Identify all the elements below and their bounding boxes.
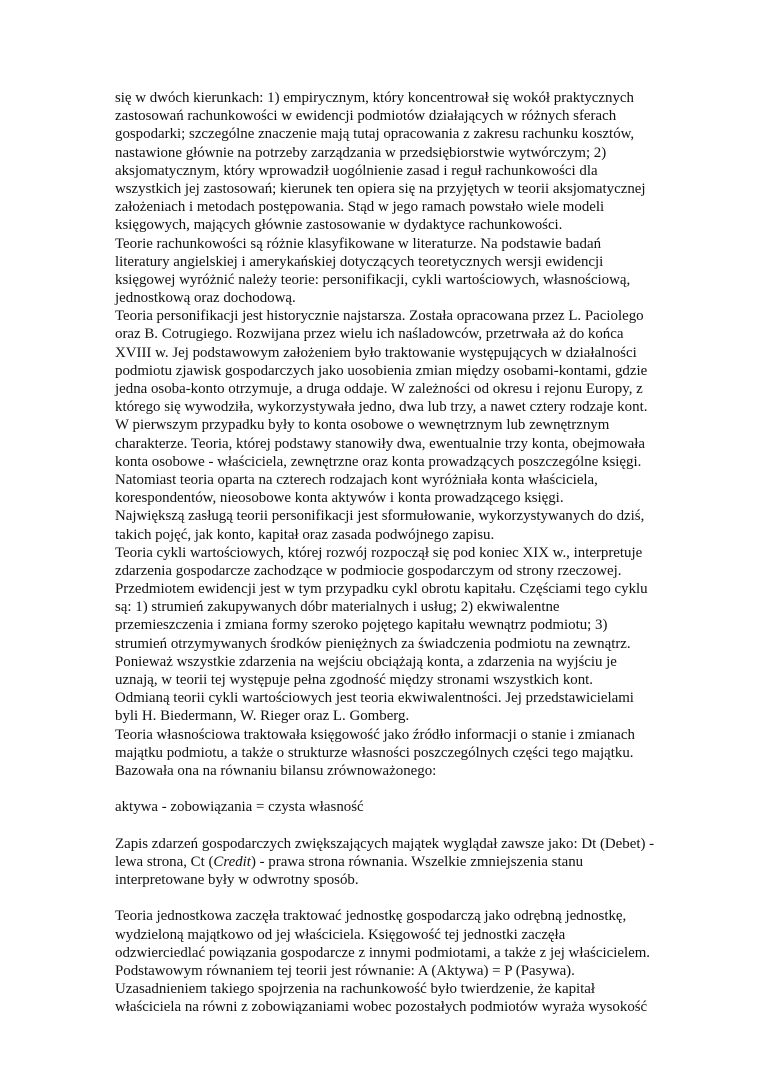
text-line: strumień otrzymywanych środków pieniężnych za świadczenia podmiotu na zewnątrz. [115,635,631,652]
text-line: W pierwszym przypadku były to konta osobowe o wewnętrznym lub zewnętrznym [115,417,610,434]
record-line-2 [115,853,675,871]
text-line: byli H. Biedermann, W. Rieger oraz L. Gomberg. [115,708,410,725]
text-line: XVIII w. Jej podstawowym założeniem było traktowanie występujących w działalności [115,344,637,361]
text-line: wszystkich jej zastosowań; kierunek ten opiera się na przyjętych w teorii aksjomatycznej [115,180,646,197]
equation-line: aktywa - zobowiązania = czysta własność [115,799,364,816]
text-line: przemieszczenia i zmiana formy szeroko pojętego kapitału wewnątrz podmiotu; 3) [115,617,608,634]
text-line: Bazowała ona na równaniu bilansu zrównoważonego: [115,762,437,779]
record-line-3: interpretowane były w odwrotny sposób. [115,872,359,889]
spacer [115,889,675,907]
text-line: którego się wywodziła, wykorzystywała jedno, dwa lub trzy, a nawet cztery rodzaje kont. [115,399,648,416]
text-line: Teoria personifikacji jest historycznie najstarsza. Została opracowana przez L. Paciolego [115,308,644,325]
text-line: majątku podmiotu, a także o strukturze własności poszczególnych części tego majątku. [115,744,634,761]
text-line: Teoria cykli wartościowych, której rozwój rozpoczął się pod koniec XIX w., interpretuje [115,544,643,561]
text-line: księgowej wyróżnić należy teorie: personifikacji, cykli wartościowych, własnościową, [115,271,631,288]
text-line: gospodarki; szczególne znaczenie mają tutaj opracowania z zakresu rachunku kosztów, [115,126,635,143]
text-line: się w dwóch kierunkach: 1) empirycznym, który koncentrował się wokół praktycznych [115,90,634,106]
text-line: podmiotu zjawisk gospodarczych jako uosobienia zmian między osobami-kontami, gdzie [115,362,648,379]
text-line: Teoria jednostkowa zaczęła traktować jednostkę gospodarczą jako odrębną jednostkę, [115,908,627,925]
text-line: zastosowań rachunkowości w ewidencji podmiotów działających w różnych sferach [115,108,617,125]
text-line: księgowych, mających głównie zastosowanie w dydaktyce rachunkowości. [115,217,563,234]
text-line: Teoria własnościowa traktowała księgowość jako źródło informacji o stanie i zmianach [115,726,635,743]
text-line: literatury angielskiej i amerykańskiej dotyczących teoretycznych wersji ewidencji [115,253,604,270]
text-line: Natomiast teoria oparta na czterech rodzajach kont wyróżniała konta właściciela, [115,471,598,488]
text-line: charakterze. Teoria, której podstawy stanowiły dwa, ewentualnie trzy konta, obejmowała [115,435,646,452]
text-line: nastawione głównie na potrzeby zarządzania w przedsiębiorstwie wytwórczym; 2) [115,144,607,161]
record-line-2-post: ) - prawa strona równania. Wszelkie zmniejszenia stanu [250,853,584,870]
text-line: Teorie rachunkowości są różnie klasyfikowane w literaturze. Na podstawie badań [115,235,602,252]
text-line: jednostkową oraz dochodową. [115,290,296,307]
text-line: Odmianą teorii cykli wartościowych jest teoria ekwiwalentności. Jej przedstawicielami [115,690,634,707]
text-line: konta osobowe - właściciela, zewnętrzne oraz konta prowadzących poszczególne księgi. [115,453,642,470]
text-line: zdarzenia gospodarcze zachodzące w podmiocie gospodarczym od strony rzeczowej. [115,562,622,579]
main-text-block [115,89,675,780]
text-line: wydzieloną majątkowo od jej właściciela. Księgowość tej jednostki zaczęła [115,926,566,943]
record-line-1: Zapis zdarzeń gospodarczych zwiększających majątek wyglądał zawsze jako: Dt (Debet) - [115,835,655,852]
text-line: takich pojęć, jak konto, kapitał oraz zasada podwójnego zapisu. [115,526,495,543]
document-page [115,89,675,1017]
text-line: odzwierciedlać powiązania gospodarcze z innymi podmiotami, a także z jej właścicielem. [115,944,651,961]
credit-term: Credit [213,853,251,870]
text-line: uznają, w teorii tej występuje pełna zgodność między stronami wszystkich kont. [115,672,594,688]
text-line: założeniach i metodach postępowania. Stąd w jego ramach powstało wiele modeli [115,199,605,216]
record-line-2-pre: lewa strona, Ct ( [115,853,214,870]
text-line: są: 1) strumień zakupywanych dóbr materialnych i usług; 2) ekwiwalentne [115,599,560,616]
text-line: aksjomatycznym, który wprowadził uogólnienie zasad i reguł rachunkowości dla [115,162,598,179]
text-line: Uzasadnieniem takiego spojrzenia na rachunkowość było twierdzenie, że kapitał [115,981,596,998]
text-line: jedna osoba-konto otrzymuje, a druga oddaje. W zależności od okresu i rejonu Europy, z [115,381,643,397]
text-line: korespondentów, nieosobowe konta aktywów i konta prowadzącego księgi. [115,490,564,507]
text-line: właściciela na równi z zobowiązaniami wobec pozostałych podmiotów wyraża wysokość [115,999,648,1016]
text-line: Przedmiotem ewidencji jest w tym przypadku cykl obrotu kapitału. Częściami tego cyklu [115,581,648,598]
spacer [115,780,675,798]
spacer [115,817,675,835]
text-line: Największą zasługą teorii personifikacji jest sformułowanie, wykorzystywanych do dziś, [115,508,645,525]
text-line: Podstawowym równaniem tej teorii jest równanie: A (Aktywa) = P (Pasywa). [115,963,575,979]
text-line: Ponieważ wszystkie zdarzenia na wejściu obciążają konta, a zdarzenia na wyjściu je [115,653,617,670]
text-line: oraz B. Cotrugiego. Rozwijana przez wielu ich naśladowców, przetrwała aż do końca [115,326,624,343]
unit-theory-block [115,907,675,1016]
